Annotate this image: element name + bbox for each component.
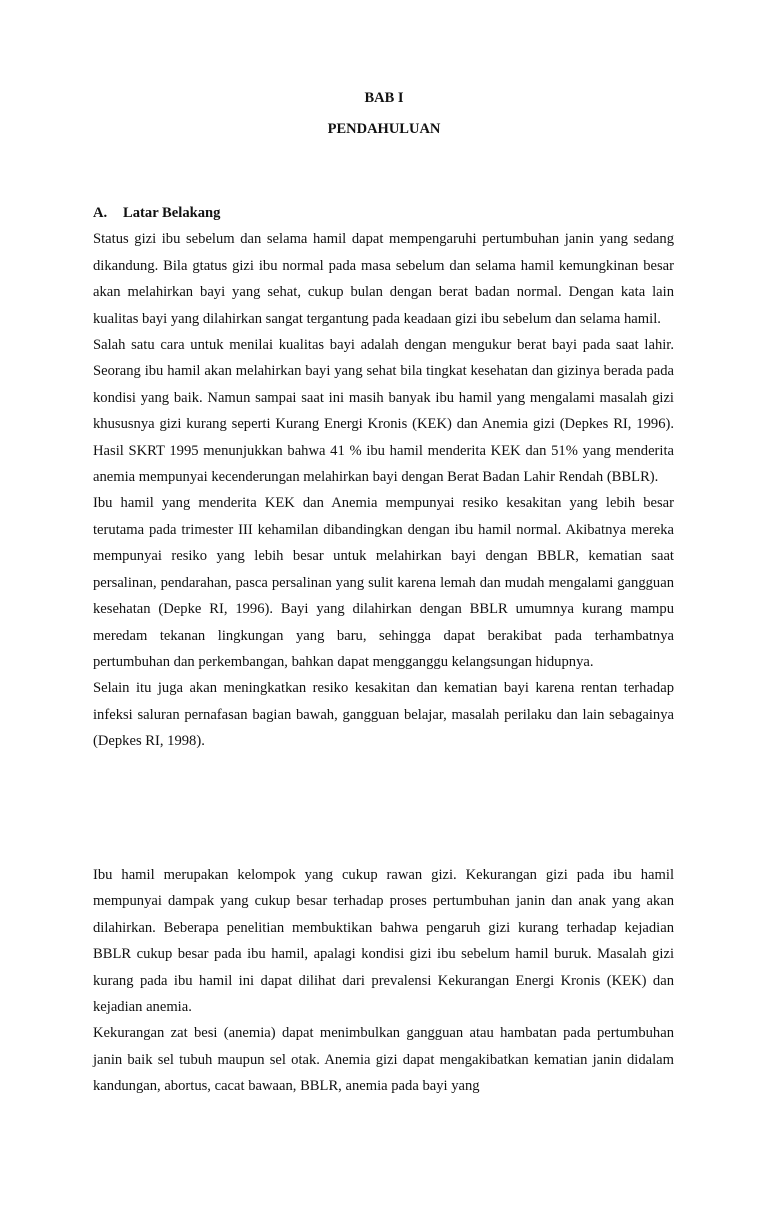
paragraph: Selain itu juga akan meningkatkan resiko kesakitan dan kematian bayi karena rentan terhadap infeksi saluran pernafasan bagian bawah, gangguan belajar, masalah perilaku dan lain sebagainya (Depkes RI, 1998). — [93, 680, 674, 750]
section-heading — [93, 200, 674, 226]
paragraph: Ibu hamil yang menderita KEK dan Anemia mempunyai resiko kesakitan yang lebih besar terutama pada trimester III kehamilan dibandingkan dengan ibu hamil normal. Akibatnya mereka mempunyai resiko yang lebih besar untuk melahirkan bayi dengan BBLR, kematian saat persalinan, pendarahan, pasca persalinan yang sulit karena lemah dan mudah mengalami gangguan kesehatan (Depke RI, 1996). Bayi yang dilahirkan dengan BBLR umumnya kurang mampu meredam tekanan lingkungan yang baru, sehingga dapat berakibat pada terhambatnya pertumbuhan dan perkembangan, bahkan dapat mengganggu kelangsungan hidupnya. — [93, 495, 674, 670]
body-text-group-2 — [93, 862, 674, 1100]
body-text-group-1 — [93, 200, 674, 755]
paragraph: Salah satu cara untuk menilai kualitas bayi adalah dengan mengukur berat bayi pada saat lahir. Seorang ibu hamil akan melahirkan bayi yang sehat bila tingkat kesehatan dan gizinya berada pada kondisi yang baik. Namun sampai saat ini masih banyak ibu hamil yang mengalami masalah gizi khususnya gizi kurang seperti Kurang Energi Kronis (KEK) dan Anemia gizi (Depkes RI, 1996). Hasil SKRT 1995 menunjukkan bahwa 41 % ibu hamil menderita KEK dan 51% yang menderita anemia mempunyai kecenderungan melahirkan bayi dengan Berat Badan Lahir Rendah (BBLR). — [93, 337, 674, 486]
chapter-number: BAB I — [364, 90, 404, 106]
paragraph: Ibu hamil merupakan kelompok yang cukup rawan gizi. Kekurangan gizi pada ibu hamil mempunyai dampak yang cukup besar terhadap proses pertumbuhan janin dan anak yang akan dilahirkan. Beberapa penelitian membuktikan bahwa pengaruh gizi kurang terhadap kejadian BBLR cukup besar pada ibu hamil, apalagi kondisi gizi ibu sebelum hamil buruk. Masalah gizi kurang pada ibu hamil ini dapat dilihat dari prevalensi Kekurangan Energi Kronis (KEK) dan kejadian anemia. — [93, 867, 674, 1016]
paragraph: Kekurangan zat besi (anemia) dapat menimbulkan gangguan atau hambatan pada pertumbuhan janin baik sel tubuh maupun sel otak. Anemia gizi dapat mengakibatkan kematian janin didalam kandungan, abortus, cacat bawaan, BBLR, anemia pada bayi yang — [93, 1025, 674, 1095]
section-label: A. — [93, 205, 108, 221]
chapter-title: PENDAHULUAN — [327, 121, 441, 137]
section-title: Latar Belakang — [123, 205, 221, 221]
paragraph: Status gizi ibu sebelum dan selama hamil dapat mempengaruhi pertumbuhan janin yang sedang dikandung. Bila gtatus gizi ibu normal pada masa sebelum dan selama hamil kemungkinan besar akan melahirkan bayi yang sehat, cukup bulan dengan berat badan normal. Dengan kata lain kualitas bayi yang dilahirkan sangat tergantung pada keadaan gizi ibu sebelum dan selama hamil. — [93, 231, 674, 327]
